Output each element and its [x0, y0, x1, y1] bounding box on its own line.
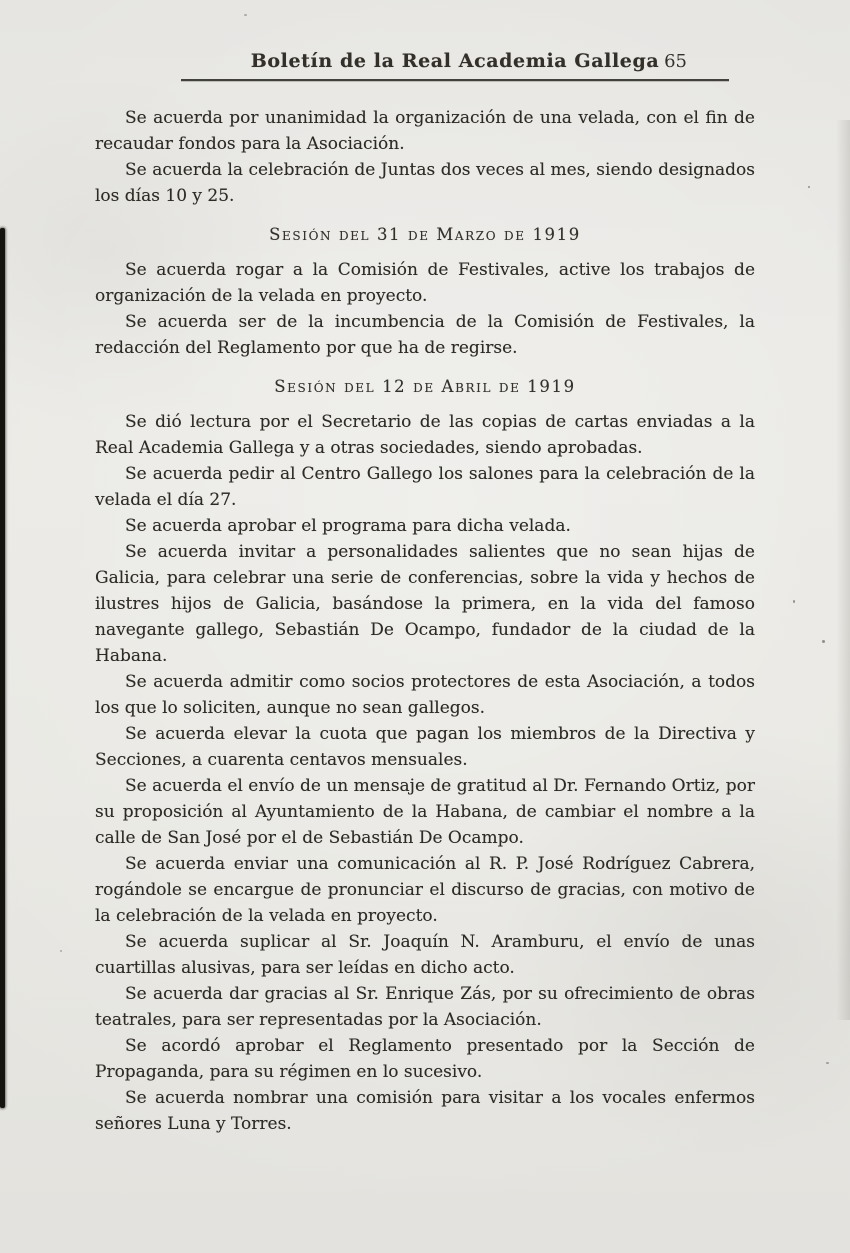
- paragraph: Se acuerda ser de la incumbencia de la Comisión de Festivales, la redacción del Reglamento por que ha de regirse.: [95, 312, 755, 358]
- paragraph: Se dió lectura por el Secretario de las copias de cartas enviadas a la Real Academia Gallega y a otras sociedades, siendo aprobadas.: [95, 412, 755, 458]
- journal-title: Boletín de la Real Academia Gallega: [250, 50, 660, 72]
- paragraph: Se acuerda nombrar una comisión para visitar a los vocales enfermos señores Luna y Torres.: [95, 1088, 755, 1134]
- paragraph: Se acuerda admitir como socios protectores de esta Asociación, a todos los que lo soliciten, aunque no sean gallegos.: [95, 672, 755, 718]
- session-heading: Sesión del 31 de Marzo de 1919: [269, 225, 581, 244]
- session-heading: Sesión del 12 de Abril de 1919: [274, 377, 576, 396]
- paragraph: Se acuerda el envío de un mensaje de gratitud al Dr. Fernando Ortiz, por su proposición al Ayuntamiento de la Habana, de cambiar el nombre a la calle de San José por el de Sebastián De Ocampo.: [95, 776, 755, 848]
- paragraph: Se acuerda pedir al Centro Gallego los salones para la celebración de la velada el día 27.: [95, 464, 755, 510]
- page-number: 65: [664, 51, 687, 72]
- paragraph: Se acuerda aprobar el programa para dicha velada.: [125, 516, 571, 536]
- paragraph: Se acuerda dar gracias al Sr. Enrique Zás, por su ofrecimiento de obras teatrales, para ser representadas por la Asociación.: [95, 984, 755, 1030]
- document-content: [95, 105, 755, 1137]
- paragraph: Se acuerda rogar a la Comisión de Festivales, active los trabajos de organización de la velada en proyecto.: [95, 260, 755, 306]
- paragraph: Se acuerda suplicar al Sr. Joaquín N. Aramburu, el envío de unas cuartillas alusivas, para ser leídas en dicho acto.: [95, 932, 755, 978]
- paragraph: Se acuerda enviar una comunicación al R. P. José Rodríguez Cabrera, rogándole se encargue de pronunciar el discurso de gracias, con motivo de la celebración de la velada en proyecto.: [95, 854, 755, 926]
- paragraph: Se acuerda por unanimidad la organización de una velada, con el fin de recaudar fondos para la Asociación.: [95, 108, 755, 154]
- paragraph: Se acordó aprobar el Reglamento presentado por la Sección de Propaganda, para su régimen en lo sucesivo.: [95, 1036, 755, 1082]
- paragraph: Se acuerda la celebración de Juntas dos veces al mes, siendo designados los días 10 y 25.: [95, 160, 755, 206]
- page-header: [181, 50, 729, 81]
- paragraph: Se acuerda invitar a personalidades salientes que no sean hijas de Galicia, para celebrar una serie de conferencias, sobre la vida y hechos de ilustres hijos de Galicia, basándose la primera, en la vida del famoso navegante gallego, Sebastián De Ocampo, fundador de la ciudad de la Habana.: [95, 542, 755, 666]
- paragraph: Se acuerda elevar la cuota que pagan los miembros de la Directiva y Secciones, a cuarenta centavos mensuales.: [95, 724, 755, 770]
